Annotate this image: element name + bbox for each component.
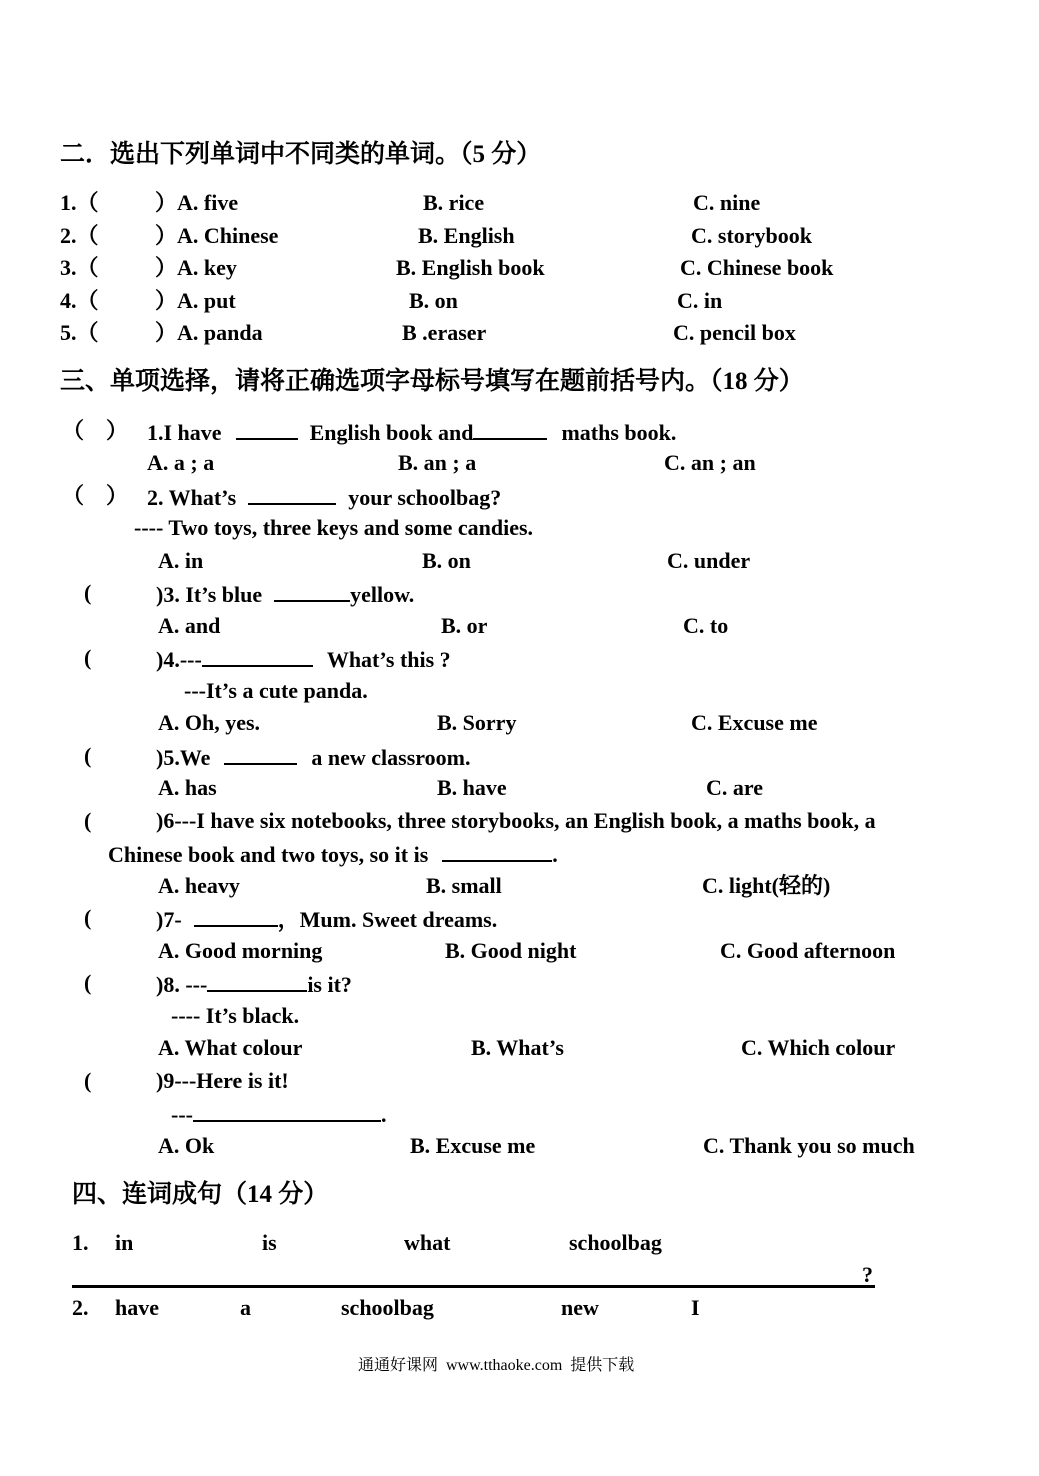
q3-stem-a: )3. It’s blue [156,582,263,607]
q1-stem-b: English book and [309,420,474,445]
q9-opt-c: C. Thank you so much [703,1133,915,1158]
s4-1-w2: is [262,1230,277,1255]
s4-2-w4: new [561,1295,599,1320]
s4-2-w1: have [115,1295,159,1320]
q2-stem-a: 2. What’s [147,485,237,510]
q6-end: . [552,842,558,867]
q7-stem-b: ，Mum. Sweet dreams. [277,907,498,932]
q6-stem: )6---I have six notebooks, three storybooks, an English book, a maths book, a [156,808,876,833]
s4-1-w4: schoolbag [569,1230,662,1255]
section3-title: 三、单项选择，请将正确选项字母标号填写在题前括号内。（18 分） [60,368,804,395]
q1-stem-c: maths book. [561,420,677,445]
q5-blank[interactable] [224,743,297,765]
q4-stem [156,645,451,673]
q6-opt-b: B. small [426,873,502,898]
q9-stem: )9---Here is it! [156,1068,289,1093]
q7-blank[interactable] [194,905,278,927]
s2-q5-num: 5.（ [60,320,99,345]
q3-paren: ( [84,580,92,605]
q8-opt-b: B. What’s [471,1035,564,1060]
s2-q3-c: C. Chinese book [680,255,834,280]
q5-stem [156,743,470,771]
s2-q1-num: 1.（ [60,190,99,215]
q7-stem-a: )7- [156,907,182,932]
s2-q2-num: 2.（ [60,223,99,248]
q2-line2: ---- Two toys, three keys and some candies. [134,515,534,540]
s2-q5-c: C. pencil box [673,320,796,345]
s4-1-num: 1. [72,1230,89,1255]
s2-q2-c: C. storybook [691,223,813,248]
q3-opt-b: B. or [441,613,488,638]
q9-end: . [380,1102,387,1127]
q8-stem-b: is it? [307,972,352,997]
q4-line2: ---It’s a cute panda. [184,678,368,703]
q1-opt-c: C. an ; an [664,450,756,475]
q9-blank[interactable] [193,1100,381,1122]
s2-q5-b: B .eraser [402,320,487,345]
q3-opt-a: A. and [158,613,221,638]
q3-stem-b: yellow. [350,582,415,607]
q9-line2-text: --- [171,1102,193,1127]
s2-q5-a: ）A. panda [155,320,263,345]
q7-opt-c: C. Good afternoon [720,938,896,963]
q5-paren: ( [84,743,92,768]
q1-blank-2[interactable] [473,418,547,440]
q6-opt-a: A. heavy [158,873,240,898]
q1-stem [147,418,676,446]
q8-opt-c: C. Which colour [741,1035,896,1060]
footer-text: 通通好课网 www.tthaoke.com 提供下载 [358,1357,635,1374]
s4-1-w1: in [115,1230,134,1255]
s2-q1-c: C. nine [693,190,761,215]
q6-opt-c: C. light(轻的) [702,873,831,898]
q7-opt-b: B. Good night [445,938,577,963]
q4-opt-b: B. Sorry [437,710,517,735]
q2-stem-b: your schoolbag? [348,485,502,510]
s2-q3-a: ）A. key [155,255,237,280]
q3-opt-c: C. to [683,613,729,638]
s2-q4-b: B. on [409,288,458,313]
q5-opt-c: C. are [706,775,764,800]
q4-blank[interactable] [202,645,313,667]
q8-paren: ( [84,970,92,995]
q6-line2 [108,840,558,868]
q8-opt-a: A. What colour [158,1035,303,1060]
q5-stem-b: a new classroom. [311,745,471,770]
q3-blank[interactable] [274,580,350,602]
q4-opt-a: A. Oh, yes. [158,710,261,735]
section4-title: 四、连词成句（14 分） [72,1181,329,1208]
q4-paren: ( [84,645,92,670]
q3-stem [156,580,414,608]
q8-line2: ---- It’s black. [171,1003,300,1028]
q2-opt-b: B. on [422,548,471,573]
q1-opt-a: A. a ; a [147,450,215,475]
s2-q3-b: B. English book [396,255,545,280]
q2-opt-a: A. in [158,548,204,573]
s4-1-answer-line[interactable] [72,1285,875,1288]
q8-stem-a: )8. --- [156,972,208,997]
q9-opt-b: B. Excuse me [410,1133,536,1158]
q7-stem [156,905,497,933]
s4-2-w5: I [691,1295,700,1320]
q1-stem-a: 1.I have [147,420,222,445]
s2-q1-b: B. rice [423,190,485,215]
s2-q2-a: ）A. Chinese [155,223,279,248]
q4-opt-c: C. Excuse me [691,710,818,735]
q1-paren: （ ） [62,418,129,443]
s2-q4-c: C. in [677,288,723,313]
q6-paren: ( [84,808,92,833]
q1-opt-b: B. an ; a [398,450,477,475]
q4-stem-b: What’s this ? [326,647,451,672]
s2-q4-num: 4.（ [60,288,99,313]
s4-1-w3: what [404,1230,451,1255]
q6-line2-text: Chinese book and two toys, so it is [108,842,429,867]
q2-opt-c: C. under [667,548,751,573]
s4-2-w2: a [240,1295,251,1320]
s2-q2-b: B. English [418,223,515,248]
q8-stem [156,970,352,998]
s2-q4-a: ）A. put [155,288,236,313]
q9-line2 [171,1100,386,1128]
q8-blank[interactable] [207,970,307,992]
q5-opt-b: B. have [437,775,507,800]
q9-paren: ( [84,1068,92,1093]
q6-blank[interactable] [442,840,552,862]
q5-opt-a: A. has [158,775,217,800]
q1-blank-1[interactable] [236,418,298,440]
q7-opt-a: A. Good morning [158,938,323,963]
q7-paren: ( [84,905,92,930]
s4-1-end: ? [862,1262,873,1287]
q2-paren: （ ） [62,483,129,508]
s2-q3-num: 3.（ [60,255,99,280]
s4-2-w3: schoolbag [341,1295,434,1320]
q2-blank[interactable] [248,483,336,505]
q5-stem-a: )5.We [156,745,211,770]
q4-stem-a: )4.--- [156,647,202,672]
s4-2-num: 2. [72,1295,89,1320]
q9-opt-a: A. Ok [158,1133,215,1158]
section2-title: 二．选出下列单词中不同类的单词。（5 分） [60,141,542,168]
q2-stem [147,483,501,511]
s2-q1-a: ）A. five [155,190,239,215]
